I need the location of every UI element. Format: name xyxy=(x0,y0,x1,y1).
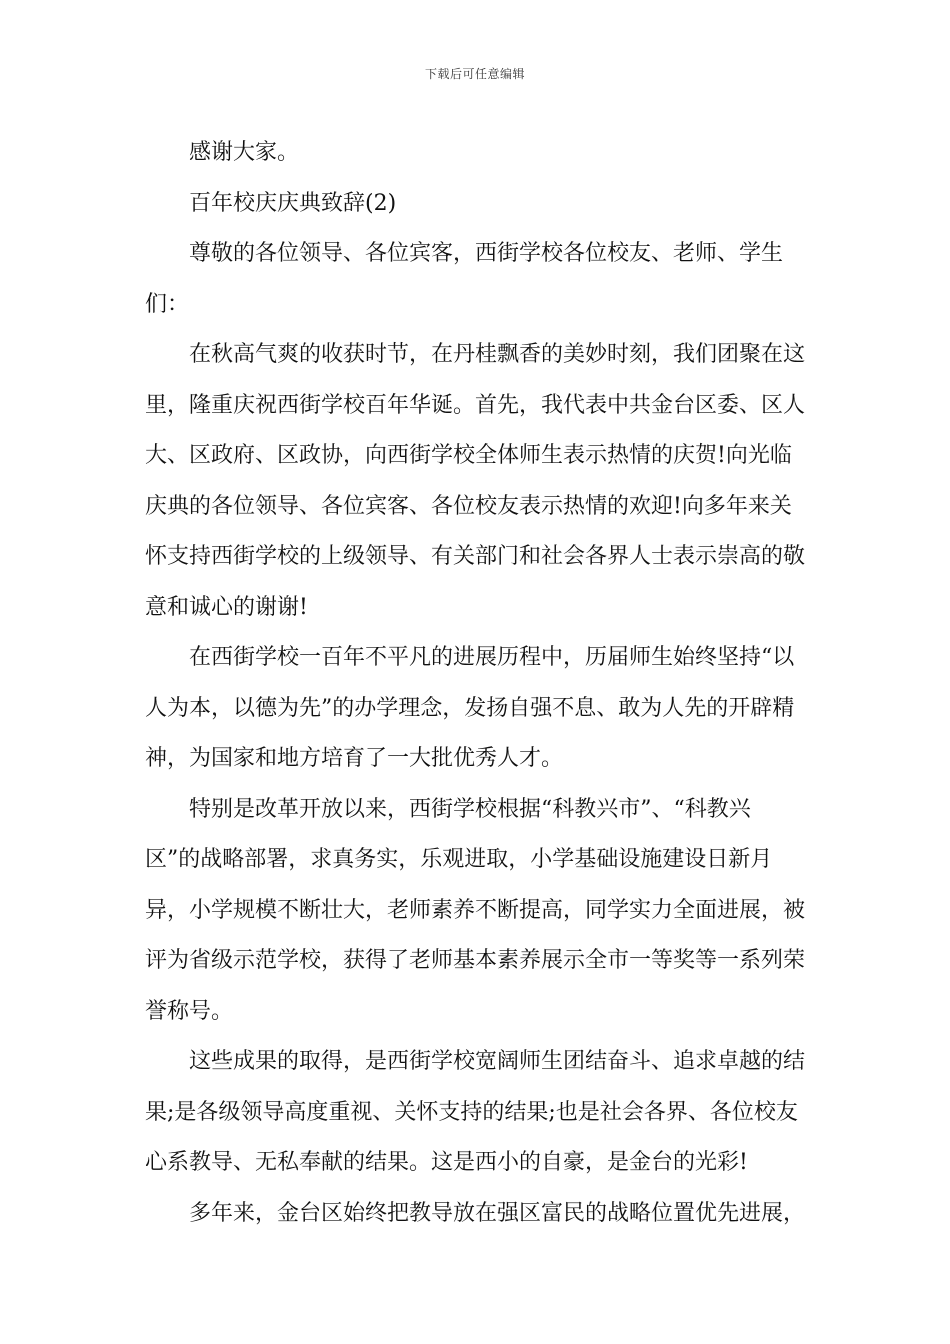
paragraph-thanks: 感谢大家。 xyxy=(189,140,300,165)
document-body xyxy=(145,128,805,1239)
paragraph-celebration: 在秋高气爽的收获时节，在丹桂飘香的美妙时刻，我们团聚在这里，隆重庆祝西街学校百年华诞。首先，我代表中共金台区委、区人大、区政府、区政协，向西街学校全体师生表示热情的庆贺!向光临庆典的各位领导、各位宾客、各位校友表示热情的欢迎!向多年来关怀支持西街学校的上级领导、有关部门和社会各界人士表示崇高的敬意和诚心的谢谢! xyxy=(145,342,806,620)
paragraph-reform: 特别是改革开放以来，西街学校根据“科教兴市”、“科教兴区”的战略部署，求真务实，乐观进取，小学基础设施建设日新月异，小学规模不断壮大，老师素养不断提高，同学实力全面进展，被评为省级示范学校，获得了老师基本素养展示全市一等奖等一系列荣誉称号。 xyxy=(145,796,806,1024)
paragraph-salutation: 尊敬的各位领导、各位宾客，西街学校各位校友、老师、学生们： xyxy=(145,241,784,317)
section-title: 百年校庆庆典致辞(2) xyxy=(189,190,397,216)
paragraph-history: 在西街学校一百年不平凡的进展历程中，历届师生始终坚持“以人为本，以德为先”的办学理念，发扬自强不息、敢为人先的开辟精神，为国家和地方培育了一大批优秀人才。 xyxy=(145,645,795,771)
page-header-note: 下载后可任意编辑 xyxy=(424,67,525,81)
paragraph-education: 多年来，金台区始终把教导放在强区富民的战略位置优先进展， xyxy=(189,1200,806,1226)
paragraph-achievements: 这些成果的取得，是西街学校宽阔师生团结奋斗、追求卓越的结果;是各级领导高度重视、关怀支持的结果;也是社会各界、各位校友心系教导、无私奉献的结果。这是西小的自豪，是金台的光彩! xyxy=(145,1049,806,1175)
